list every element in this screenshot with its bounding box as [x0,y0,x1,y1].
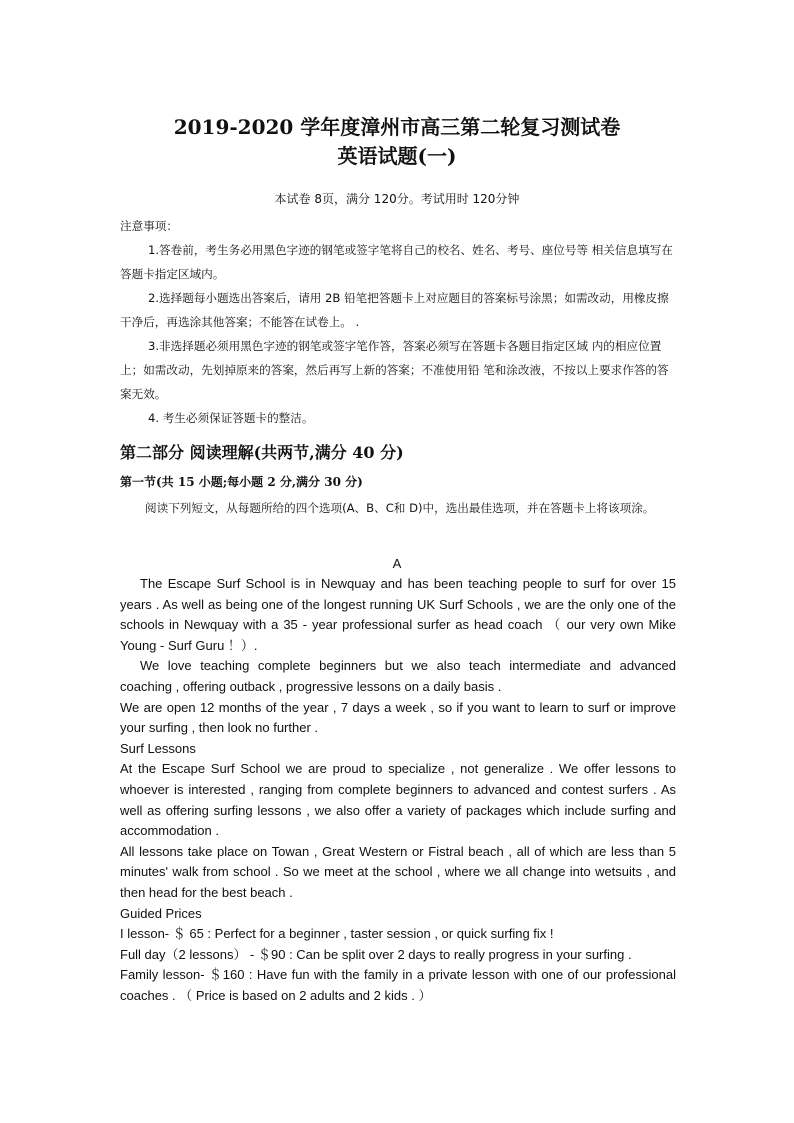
exam-title-line1: 2019-2020 学年度漳州市高三第二轮复习测试卷 [173,115,621,139]
price-item: Family lesson- ＄160 : Have fun with the family in a private lesson with one of our professional coaches . （ Price is based on 2 adults and 2 kids . ） [120,967,676,1003]
reading-instruction: 阅读下列短文，从每题所给的四个选项(A、B、C和 D)中，选出最佳选项，并在答题卡上将该项涂。 [145,501,655,515]
passage-subheading: Guided Prices [120,905,202,921]
subsection-title: 第一节(共 15 小题;每小题 2 分,满分 30 分) [120,475,363,489]
exam-info: 本试卷 8页，满分 120分。考试用时 120分钟 [274,192,520,206]
passage-a [120,574,676,1006]
notes-block [120,214,680,430]
passage-paragraph: We are open 12 months of the year , 7 days a week , so if you want to learn to surf or improve your surfing , then look no further . [120,699,676,736]
note-item-2: 2.选择题每小题选出答案后，请用 2B 铅笔把答题卡上对应题目的答案标号涂黑；如需改动，用橡皮擦干净后，再选涂其他答案；不能答在试卷上。 . [120,291,669,329]
note-item-1: 1.答卷前，考生务必用黑色字迹的钢笔或签字笔将自己的校名、姓名、考号、座位号等 相关信息填写在答题卡指定区域内。 [120,243,673,281]
note-item-4: 4. 考生必须保证答题卡的整洁。 [148,411,314,425]
passage-paragraph: The Escape Surf School is in Newquay and has been teaching people to surf for over 15 years . As well as being one of the longest running UK Surf Schools , we are the only one of the schools in Newquay with a 35 - year professional surfer as head coach （ our very own Mike Young - Surf Guru ！）. [120,576,676,653]
notes-heading: 注意事项： [120,219,178,233]
section-title: 第二部分 阅读理解(共两节,满分 40 分) [120,443,404,462]
passage-subheading: Surf Lessons [120,740,196,756]
passage-label: A [392,556,402,571]
passage-paragraph: All lessons take place on Towan , Great Western or Fistral beach , all of which are less than 5 minutes' walk from school . So we meet at the school , where we all change into wetsuits , and then head for the best beach . [120,843,676,900]
note-item-3: 3.非选择题必须用黑色字迹的钢笔或签字笔作答，答案必须写在答题卡各题目指定区域 内的相应位置上；如需改动，先划掉原来的答案，然后再写上新的答案；不准使用铅 笔和涂改液，不按以上要求作答的答案无效。 [120,339,669,401]
passage-paragraph: At the Escape Surf School we are proud to specialize , not generalize . We offer lessons to whoever is interested , ranging from complete beginners to advanced and contest surfers . As well as offering surfing lessons , we also offer a variety of packages which include surfing and accommodation . [120,761,676,839]
price-item: Full day（2 lessons） - ＄90 : Can be split over 2 days to really progress in your surfing . [120,946,632,962]
passage-paragraph: We love teaching complete beginners but we also teach intermediate and advanced coaching , offering outback , progressive lessons on a daily basis . [120,658,676,694]
price-item: I lesson- ＄ 65 : Perfect for a beginner , taster session , or quick surfing fix ! [120,926,554,942]
exam-title-line2: 英语试题(一) [337,144,457,168]
